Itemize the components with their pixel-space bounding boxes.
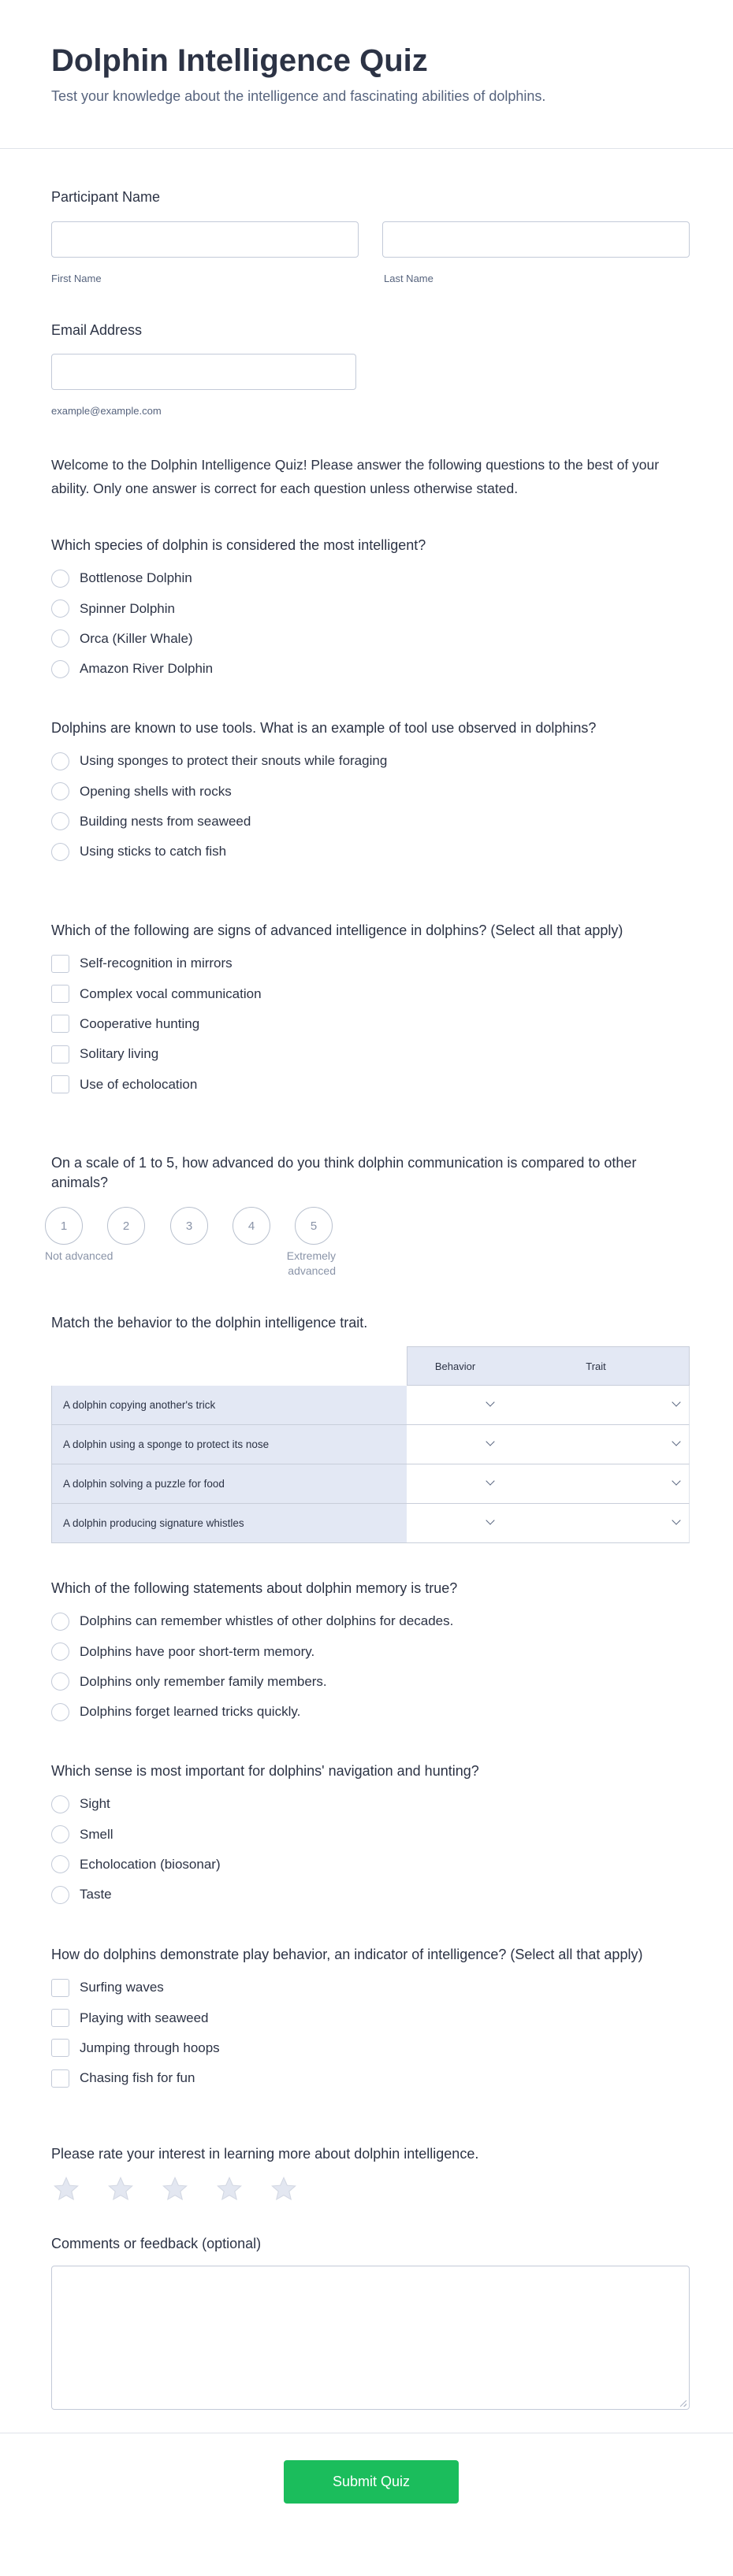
chevron-down-icon: [486, 1397, 494, 1406]
email-input[interactable]: [51, 354, 356, 390]
option-label: Spinner Dolphin: [80, 600, 175, 616]
question-sense: [51, 1761, 690, 1910]
option-label: Playing with seaweed: [80, 2010, 209, 2025]
question-intelligence-signs: [51, 921, 690, 1100]
scale-min-label: Not advanced: [45, 1249, 113, 1262]
chevron-down-icon: [672, 1397, 680, 1406]
option-label: Echolocation (biosonar): [80, 1856, 221, 1872]
scale-option-1[interactable]: 1: [45, 1207, 83, 1245]
radio-option[interactable]: [51, 624, 690, 654]
matrix-behavior-select[interactable]: [407, 1425, 504, 1464]
page-title: Dolphin Intelligence Quiz: [51, 43, 428, 78]
chevron-down-icon: [486, 1516, 494, 1524]
radio-option[interactable]: [51, 654, 690, 684]
option-label: Complex vocal communication: [80, 985, 262, 1001]
page-subtitle: Test your knowledge about the intelligence and fascinating abilities of dolphins.: [51, 88, 546, 104]
radio-option[interactable]: [51, 1636, 690, 1666]
intro-text: Welcome to the Dolphin Intelligence Quiz! Please answer the following questions to the best of your ability. Only one answer is correct for each question unless otherwise stated.: [51, 457, 660, 496]
scale-option-2[interactable]: 2: [107, 1207, 145, 1245]
radio-option[interactable]: [51, 807, 690, 837]
option-label: Opening shells with rocks: [80, 783, 232, 799]
matrix-behavior-select[interactable]: [407, 1504, 504, 1543]
radio-option[interactable]: [51, 563, 690, 593]
chevron-down-icon: [672, 1437, 680, 1446]
radio-group: [51, 746, 690, 867]
question-label: Which of the following are signs of advanced intelligence in dolphins? (Select all that apply): [51, 922, 623, 938]
checkbox-group: [51, 1973, 690, 2094]
question-label: How do dolphins demonstrate play behavior, an indicator of intelligence? (Select all that apply): [51, 1947, 643, 1962]
star-icon[interactable]: [53, 2177, 80, 2202]
radio-button[interactable]: [51, 629, 69, 648]
email-sublabel: example@example.com: [51, 405, 162, 417]
star-icon[interactable]: [216, 2177, 243, 2202]
question-label: Dolphins are known to use tools. What is an example of tool use observed in dolphins?: [51, 720, 597, 736]
radio-group: [51, 1789, 690, 1910]
option-label: Building nests from seaweed: [80, 813, 251, 829]
radio-option[interactable]: [51, 1880, 690, 1910]
question-label: Which sense is most important for dolphins' navigation and hunting?: [51, 1763, 479, 1779]
radio-button[interactable]: [51, 1672, 69, 1691]
option-label: Using sponges to protect their snouts while foraging: [80, 753, 388, 769]
option-label: Smell: [80, 1826, 113, 1842]
radio-button[interactable]: [51, 1825, 69, 1843]
matrix-trait-select[interactable]: [503, 1504, 690, 1543]
option-label: Amazon River Dolphin: [80, 661, 214, 677]
question-communication-scale: [51, 1153, 690, 1193]
radio-option[interactable]: [51, 746, 690, 776]
matrix-trait-select[interactable]: [503, 1425, 690, 1464]
radio-button[interactable]: [51, 1795, 69, 1813]
option-label: Cooperative hunting: [80, 1015, 200, 1031]
radio-button[interactable]: [51, 1855, 69, 1873]
last-name-input[interactable]: [382, 221, 690, 258]
option-label: Surfing waves: [80, 1980, 164, 1995]
participant-name-label: Participant Name: [51, 189, 161, 205]
option-label: Taste: [80, 1887, 112, 1902]
radio-group: [51, 563, 690, 685]
radio-option[interactable]: [51, 1667, 690, 1697]
email-label: Email Address: [51, 322, 143, 338]
radio-button[interactable]: [51, 1703, 69, 1721]
question-species: [51, 536, 690, 685]
question-label: Which species of dolphin is considered the most intelligent?: [51, 537, 426, 553]
radio-button[interactable]: [51, 599, 69, 618]
matrix-column-trait: Trait: [503, 1346, 690, 1386]
first-name-sublabel: First Name: [51, 273, 102, 284]
checkbox-option[interactable]: [51, 1973, 690, 2003]
submit-button[interactable]: Submit Quiz: [284, 2460, 459, 2504]
radio-option[interactable]: [51, 776, 690, 806]
radio-button[interactable]: [51, 843, 69, 861]
header-divider: [0, 148, 733, 149]
checkbox[interactable]: [51, 2039, 69, 2057]
radio-option[interactable]: [51, 1606, 690, 1636]
checkbox[interactable]: [51, 955, 69, 973]
checkbox-option[interactable]: [51, 1009, 690, 1039]
matrix-row-label: A dolphin solving a puzzle for food: [51, 1464, 407, 1504]
option-label: Bottlenose Dolphin: [80, 570, 192, 586]
radio-button[interactable]: [51, 812, 69, 830]
checkbox-option[interactable]: [51, 978, 690, 1008]
last-name-sublabel: Last Name: [384, 273, 433, 284]
checkbox[interactable]: [51, 985, 69, 1003]
matrix-trait-select[interactable]: [503, 1464, 690, 1504]
checkbox-option[interactable]: [51, 948, 690, 978]
scale-max-label: Extremely advanced: [286, 1249, 336, 1277]
matrix-trait-select[interactable]: [503, 1386, 690, 1425]
option-label: Orca (Killer Whale): [80, 630, 193, 646]
checkbox-option[interactable]: [51, 2033, 690, 2063]
matrix-behavior-select[interactable]: [407, 1464, 504, 1504]
radio-option[interactable]: [51, 1697, 690, 1727]
option-label: Dolphins only remember family members.: [80, 1673, 327, 1689]
radio-option[interactable]: [51, 1819, 690, 1849]
checkbox-option[interactable]: [51, 2003, 690, 2032]
checkbox[interactable]: [51, 1015, 69, 1033]
scale-option-5[interactable]: 5: [295, 1207, 333, 1245]
rating-label: Please rate your interest in learning more about dolphin intelligence.: [51, 2146, 479, 2162]
radio-button[interactable]: [51, 1613, 69, 1631]
radio-button[interactable]: [51, 660, 69, 678]
question-label: Which of the following statements about dolphin memory is true?: [51, 1580, 458, 1596]
radio-button[interactable]: [51, 782, 69, 800]
checkbox[interactable]: [51, 2069, 69, 2088]
star-icon[interactable]: [270, 2177, 297, 2202]
checkbox-option[interactable]: [51, 1070, 690, 1100]
checkbox-option[interactable]: [51, 1039, 690, 1069]
star-icon[interactable]: [107, 2177, 134, 2202]
question-play-behavior: [51, 1945, 690, 2094]
chevron-down-icon: [486, 1437, 494, 1446]
option-label: Dolphins can remember whistles of other dolphins for decades.: [80, 1613, 454, 1629]
star-icon[interactable]: [162, 2177, 188, 2202]
scale-option-3[interactable]: 3: [170, 1207, 208, 1245]
scale-option-4[interactable]: 4: [233, 1207, 270, 1245]
option-label: Using sticks to catch fish: [80, 844, 227, 859]
matrix-row-label: A dolphin using a sponge to protect its nose: [51, 1425, 407, 1464]
option-label: Dolphins forget learned tricks quickly.: [80, 1704, 301, 1720]
radio-option[interactable]: [51, 593, 690, 623]
radio-button[interactable]: [51, 1642, 69, 1661]
chevron-down-icon: [672, 1476, 680, 1485]
radio-group: [51, 1606, 690, 1728]
matrix-column-behavior: Behavior: [407, 1346, 504, 1386]
option-label: Jumping through hoops: [80, 2040, 220, 2055]
option-label: Dolphins have poor short-term memory.: [80, 1643, 315, 1659]
checkbox[interactable]: [51, 2009, 69, 2027]
option-label: Self-recognition in mirrors: [80, 956, 233, 971]
option-label: Chasing fish for fun: [80, 2070, 195, 2086]
first-name-input[interactable]: [51, 221, 359, 258]
scale-question-label: On a scale of 1 to 5, how advanced do you think dolphin communication is compared to other animals?: [51, 1155, 637, 1190]
radio-button[interactable]: [51, 752, 69, 770]
chevron-down-icon: [486, 1476, 494, 1485]
resize-handle-icon[interactable]: [680, 2400, 686, 2407]
checkbox[interactable]: [51, 1075, 69, 1093]
checkbox[interactable]: [51, 1979, 69, 1997]
radio-option[interactable]: [51, 1789, 690, 1819]
question-tool-use: [51, 718, 690, 867]
option-label: Sight: [80, 1796, 110, 1812]
radio-button[interactable]: [51, 570, 69, 588]
comments-textarea[interactable]: [51, 2266, 690, 2410]
radio-button[interactable]: [51, 1886, 69, 1904]
matrix-row-label: A dolphin producing signature whistles: [51, 1504, 407, 1543]
matrix-question-label: Match the behavior to the dolphin intelligence trait.: [51, 1315, 368, 1331]
chevron-down-icon: [672, 1516, 680, 1524]
checkbox[interactable]: [51, 1045, 69, 1063]
radio-option[interactable]: [51, 1850, 690, 1880]
matrix-behavior-select[interactable]: [407, 1386, 504, 1425]
comments-label: Comments or feedback (optional): [51, 2236, 262, 2251]
option-label: Solitary living: [80, 1046, 159, 1062]
question-memory: [51, 1579, 690, 1728]
checkbox-group: [51, 948, 690, 1100]
checkbox-option[interactable]: [51, 2063, 690, 2093]
option-label: Use of echolocation: [80, 1076, 198, 1092]
radio-option[interactable]: [51, 837, 690, 867]
matrix-row-label: A dolphin copying another's trick: [51, 1386, 407, 1425]
